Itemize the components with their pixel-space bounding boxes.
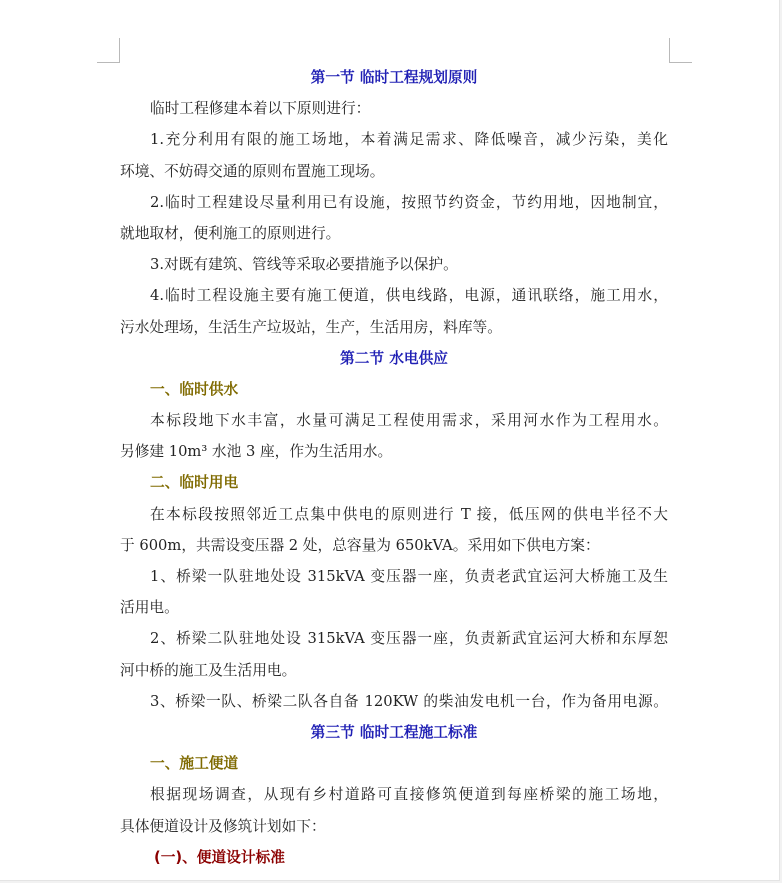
paragraph-line: 在本标段按照邻近工点集中供电的原则进行 T 接，低压网的供电半径不大 — [150, 505, 668, 523]
paragraph-line: 具体便道设计及修筑计划如下： — [120, 817, 326, 835]
paragraph-line: 1、桥梁一队驻地处设 315kVA 变压器一座，负责老武宜运河大桥施工及生 — [150, 568, 668, 585]
subsection-heading: (一)、便道设计标准 — [154, 848, 285, 866]
subsection-heading: 一、施工便道 — [150, 755, 239, 773]
paragraph-line: 4.临时工程设施主要有施工便道，供电线路，电源，通讯联络，施工用水， — [150, 287, 668, 305]
paragraph-line: 根据现场调查，从现有乡村道路可直接修筑便道到每座桥梁的施工场地， — [150, 786, 668, 804]
paragraph-line: 活用电。 — [120, 599, 179, 617]
paragraph-line: 另修建 10m³ 水池 3 座，作为生活用水。 — [120, 443, 393, 461]
paragraph-line: 3、桥梁一队、桥梁二队各自备 120KW 的柴油发电机一台，作为备用电源。 — [150, 692, 668, 710]
paragraph-line: 污水处理场，生活生产垃圾站，生产，生活用房，料库等。 — [120, 318, 502, 336]
paragraph-line: 河中桥的施工及生活用电。 — [120, 661, 297, 679]
paragraph-line: 2、桥梁二队驻地处设 315kVA 变压器一座，负责新武宜运河大桥和东厚恕 — [150, 630, 668, 648]
margin-corner-mark — [97, 38, 120, 63]
paragraph-line: 于 600m，共需设变压器 2 处，总容量为 650kVA。采用如下供电方案： — [120, 536, 600, 554]
paragraph-line: 2.临时工程建设尽量利用已有设施，按照节约资金，节约用地，因地制宜， — [150, 193, 668, 211]
paragraph-line: 3.对既有建筑、管线等采取必要措施予以保护。 — [150, 256, 458, 274]
section-heading: 第一节 临时工程规划原则 — [310, 69, 478, 86]
paragraph: 临时工程修建本着以下原则进行： — [150, 100, 371, 118]
subsection-heading: 一、临时供水 — [150, 380, 239, 398]
margin-corner-mark — [669, 38, 692, 63]
section-heading: 第三节 临时工程施工标准 — [310, 723, 478, 741]
paragraph-line: 就地取材，便利施工的原则进行。 — [120, 224, 341, 242]
document-body — [120, 62, 668, 873]
section-heading: 第二节 水电供应 — [340, 349, 448, 367]
paragraph-line: 本标段地下水丰富，水量可满足工程使用需求，采用河水作为工程用水。 — [150, 412, 668, 430]
paragraph-line: 1.充分利用有限的施工场地，本着满足需求、降低噪音，减少污染，美化 — [150, 131, 668, 149]
paragraph-line: 环境、不妨碍交通的原则布置施工现场。 — [120, 162, 385, 180]
subsection-heading: 二、临时用电 — [150, 474, 239, 492]
